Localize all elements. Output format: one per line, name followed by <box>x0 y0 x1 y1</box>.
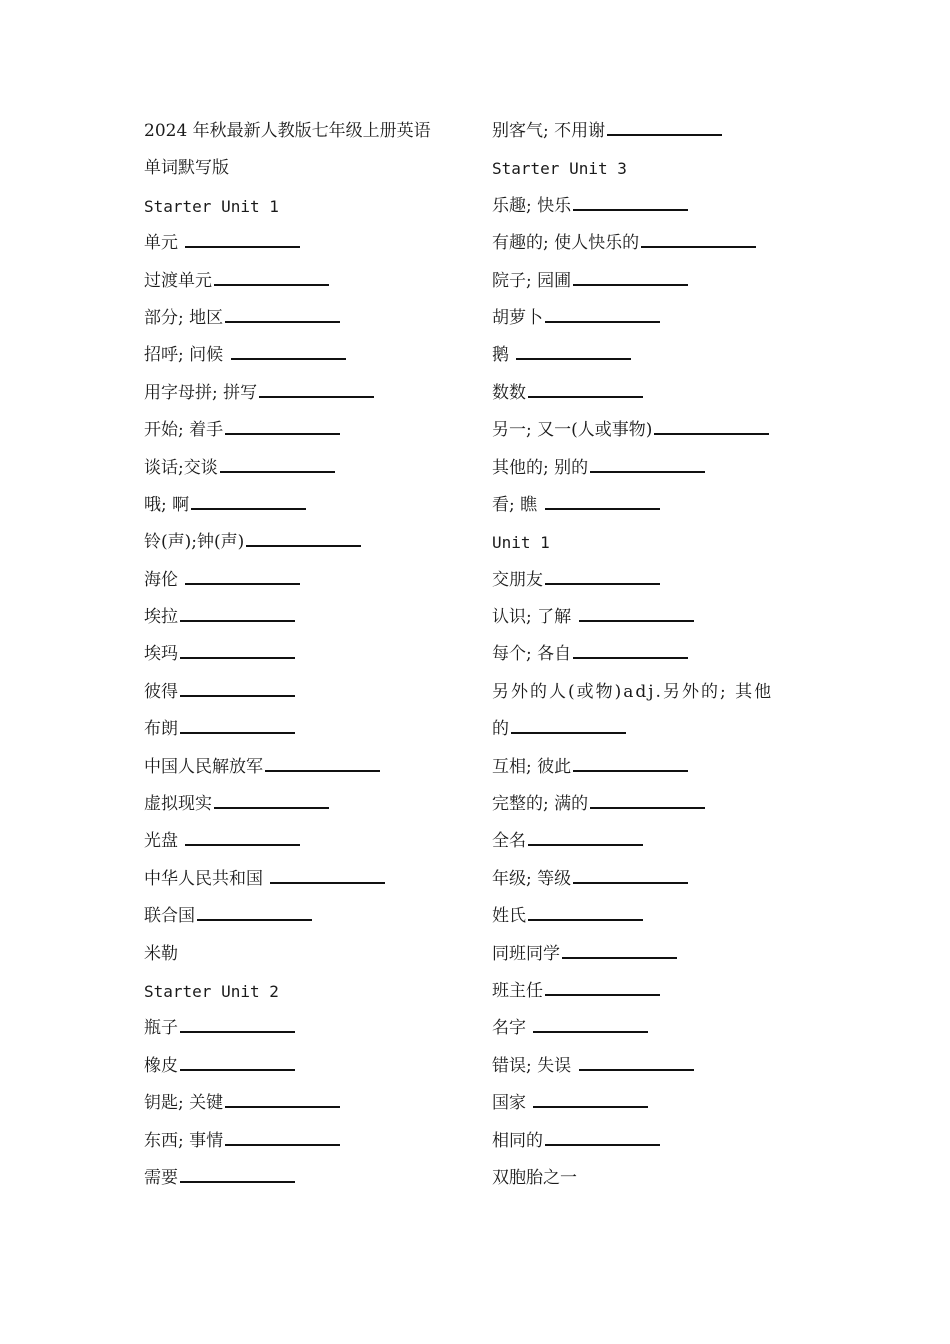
answer-blank[interactable] <box>528 395 643 398</box>
vocab-prompt: 单元 <box>144 233 184 254</box>
answer-blank[interactable] <box>185 245 300 248</box>
vocab-item <box>144 225 474 262</box>
answer-blank[interactable] <box>545 582 660 585</box>
vocab-prompt: 部分; 地区 <box>144 307 224 328</box>
vocab-prompt: 米勒 <box>144 943 178 964</box>
right-column <box>492 113 822 1197</box>
answer-blank[interactable] <box>528 843 643 846</box>
vocab-prompt: 数数 <box>492 382 526 403</box>
vocab-prompt: 布朗 <box>144 719 178 740</box>
answer-blank[interactable] <box>225 432 340 435</box>
vocab-prompt: 有趣的; 使人快乐的 <box>492 233 640 254</box>
answer-blank[interactable] <box>185 582 300 585</box>
vocab-item <box>144 337 474 374</box>
vocab-item <box>492 636 822 673</box>
vocab-item <box>492 749 822 786</box>
vocab-item <box>144 711 474 748</box>
vocab-prompt: 2024 年秋最新人教版七年级上册英语 <box>144 121 431 141</box>
vocab-item <box>144 300 474 337</box>
vocab-prompt: 年级; 等级 <box>492 868 572 889</box>
vocab-item <box>492 375 822 412</box>
answer-blank[interactable] <box>270 881 385 884</box>
vocab-prompt: 钥匙; 关键 <box>144 1093 224 1114</box>
answer-blank[interactable] <box>185 843 300 846</box>
vocab-item <box>492 562 822 599</box>
answer-blank[interactable] <box>259 395 374 398</box>
vocab-item <box>492 188 822 225</box>
vocab-prompt: 海伦 <box>144 569 184 590</box>
vocab-prompt: 别客气; 不用谢 <box>492 121 606 141</box>
answer-blank[interactable] <box>180 1030 295 1033</box>
vocab-prompt: 鹅 <box>492 345 515 366</box>
vocab-item <box>492 300 822 337</box>
vocab-item <box>144 636 474 673</box>
vocab-item <box>492 711 822 748</box>
vocab-item <box>492 936 822 973</box>
vocab-prompt: 埃玛 <box>144 644 178 665</box>
vocab-item <box>492 898 822 935</box>
vocab-prompt: 每个; 各自 <box>492 644 572 665</box>
vocab-item <box>144 487 474 524</box>
vocab-prompt: 完整的; 满的 <box>492 794 589 815</box>
answer-blank[interactable] <box>180 1068 295 1071</box>
vocab-item <box>492 337 822 374</box>
answer-blank[interactable] <box>180 731 295 734</box>
answer-blank[interactable] <box>573 208 688 211</box>
vocab-item <box>144 936 474 973</box>
vocab-item <box>492 113 822 150</box>
vocab-item <box>144 1123 474 1160</box>
vocab-prompt: 看; 瞧 <box>492 494 543 515</box>
vocab-prompt: 的 <box>492 719 509 740</box>
unit-heading <box>492 524 822 561</box>
vocab-prompt: 其他的; 别的 <box>492 457 589 478</box>
answer-blank[interactable] <box>573 881 688 884</box>
answer-blank[interactable] <box>220 470 335 473</box>
vocab-prompt: 彼得 <box>144 681 178 702</box>
answer-blank[interactable] <box>225 320 340 323</box>
vocab-item <box>144 263 474 300</box>
worksheet-title <box>144 150 474 187</box>
vocab-item <box>144 1048 474 1085</box>
vocab-item <box>492 786 822 823</box>
answer-blank[interactable] <box>641 245 756 248</box>
vocab-prompt: 橡皮 <box>144 1055 178 1076</box>
answer-blank[interactable] <box>545 1143 660 1146</box>
answer-blank[interactable] <box>545 507 660 510</box>
vocab-item <box>144 674 474 711</box>
answer-blank[interactable] <box>573 656 688 659</box>
vocab-item <box>492 823 822 860</box>
vocab-prompt: 乐趣; 快乐 <box>492 195 572 216</box>
vocab-prompt: 相同的 <box>492 1130 543 1151</box>
vocab-prompt: 另外的人(或物)adj.另外的; 其他 <box>492 681 774 702</box>
answer-blank[interactable] <box>545 993 660 996</box>
answer-blank[interactable] <box>579 619 694 622</box>
vocab-item <box>492 412 822 449</box>
vocab-prompt: 铃(声);钟(声) <box>144 532 245 553</box>
answer-blank[interactable] <box>511 731 626 734</box>
vocab-prompt: 国家 <box>492 1093 532 1114</box>
vocab-item <box>492 263 822 300</box>
worksheet-title <box>144 113 474 150</box>
answer-blank[interactable] <box>533 1030 648 1033</box>
answer-blank[interactable] <box>562 956 677 959</box>
vocab-item <box>144 1010 474 1047</box>
answer-blank[interactable] <box>573 769 688 772</box>
vocab-prompt: 认识; 了解 <box>492 607 577 628</box>
answer-blank[interactable] <box>214 283 329 286</box>
vocab-item <box>144 412 474 449</box>
vocab-item <box>492 674 822 711</box>
answer-blank[interactable] <box>214 806 329 809</box>
vocab-prompt: 中国人民解放军 <box>144 756 263 777</box>
vocab-item <box>492 1048 822 1085</box>
answer-blank[interactable] <box>180 694 295 697</box>
vocab-item <box>144 1085 474 1122</box>
vocab-prompt: 用字母拼; 拼写 <box>144 382 258 403</box>
answer-blank[interactable] <box>545 320 660 323</box>
answer-blank[interactable] <box>533 1105 648 1108</box>
answer-blank[interactable] <box>516 357 631 360</box>
vocab-item <box>144 749 474 786</box>
vocab-prompt: 过渡单元 <box>144 270 212 291</box>
unit-heading <box>144 188 474 225</box>
vocab-prompt: 另一; 又一(人或事物) <box>492 420 653 441</box>
left-column <box>144 113 474 1197</box>
vocab-item <box>492 1085 822 1122</box>
vocab-item <box>492 225 822 262</box>
vocab-prompt: 名字 <box>492 1018 532 1039</box>
vocab-prompt: Starter Unit 1 <box>144 196 279 216</box>
answer-blank[interactable] <box>528 918 643 921</box>
answer-blank[interactable] <box>246 544 361 547</box>
vocab-prompt: 双胞胎之一 <box>492 1167 577 1188</box>
vocab-prompt: 中华人民共和国 <box>144 868 269 889</box>
vocab-prompt: 同班同学 <box>492 943 560 964</box>
vocab-item <box>492 861 822 898</box>
vocab-prompt: 联合国 <box>144 906 195 927</box>
vocab-prompt: 错误; 失误 <box>492 1055 577 1076</box>
vocab-prompt: Unit 1 <box>492 533 550 553</box>
vocab-prompt: 互相; 彼此 <box>492 756 572 777</box>
answer-blank[interactable] <box>573 283 688 286</box>
vocab-item <box>492 1160 822 1197</box>
vocab-prompt: 姓氏 <box>492 906 526 927</box>
vocab-item <box>492 450 822 487</box>
answer-blank[interactable] <box>579 1068 694 1071</box>
vocab-prompt: 班主任 <box>492 980 543 1001</box>
answer-blank[interactable] <box>197 918 312 921</box>
unit-heading <box>492 150 822 187</box>
answer-blank[interactable] <box>607 133 722 136</box>
vocab-item <box>144 823 474 860</box>
answer-blank[interactable] <box>225 1143 340 1146</box>
vocab-prompt: 单词默写版 <box>144 158 229 179</box>
answer-blank[interactable] <box>225 1105 340 1108</box>
vocab-prompt: 院子; 园圃 <box>492 270 572 291</box>
vocab-prompt: 全名 <box>492 831 526 852</box>
vocab-prompt: 招呼; 问候 <box>144 345 229 366</box>
vocab-prompt: 埃拉 <box>144 607 178 628</box>
answer-blank[interactable] <box>191 507 306 510</box>
vocab-prompt: 胡萝卜 <box>492 307 543 328</box>
vocab-prompt: Starter Unit 3 <box>492 159 627 179</box>
answer-blank[interactable] <box>590 806 705 809</box>
vocab-item <box>144 375 474 412</box>
answer-blank[interactable] <box>265 769 380 772</box>
answer-blank[interactable] <box>231 357 346 360</box>
vocab-prompt: 交朋友 <box>492 569 543 590</box>
vocab-item <box>144 562 474 599</box>
vocab-item <box>144 524 474 561</box>
answer-blank[interactable] <box>180 619 295 622</box>
vocab-prompt: 东西; 事情 <box>144 1130 224 1151</box>
vocab-item <box>492 487 822 524</box>
answer-blank[interactable] <box>654 432 769 435</box>
vocab-item <box>492 1123 822 1160</box>
vocab-prompt: Starter Unit 2 <box>144 981 279 1001</box>
vocab-prompt: 开始; 着手 <box>144 420 224 441</box>
vocab-item <box>492 1010 822 1047</box>
vocab-item <box>144 1160 474 1197</box>
vocab-item <box>492 973 822 1010</box>
vocab-prompt: 需要 <box>144 1167 178 1188</box>
vocab-prompt: 虚拟现实 <box>144 794 212 815</box>
vocab-item <box>144 861 474 898</box>
vocab-item <box>144 786 474 823</box>
vocab-item <box>492 599 822 636</box>
unit-heading <box>144 973 474 1010</box>
answer-blank[interactable] <box>180 656 295 659</box>
vocab-item <box>144 898 474 935</box>
answer-blank[interactable] <box>180 1180 295 1183</box>
answer-blank[interactable] <box>590 470 705 473</box>
vocab-prompt: 哦; 啊 <box>144 494 190 515</box>
vocab-prompt: 光盘 <box>144 831 184 852</box>
vocab-item <box>144 450 474 487</box>
vocab-item <box>144 599 474 636</box>
vocab-prompt: 谈话;交谈 <box>144 457 218 478</box>
vocab-prompt: 瓶子 <box>144 1018 178 1039</box>
